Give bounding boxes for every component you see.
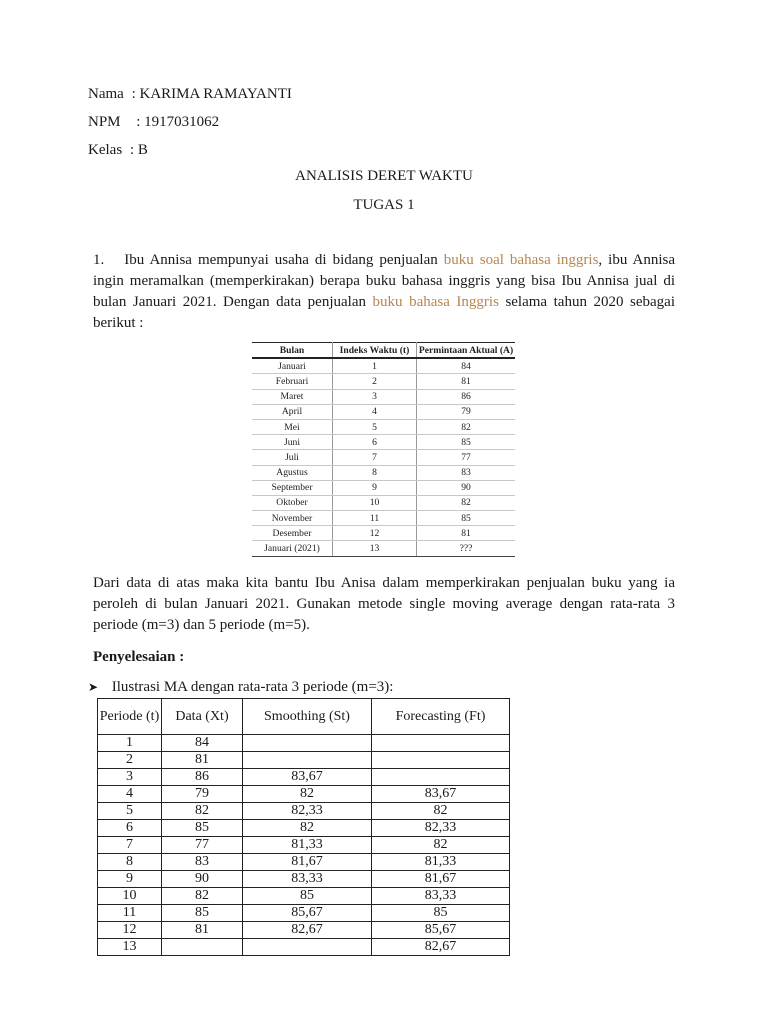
actual-demand-cell: 86 xyxy=(417,389,516,404)
data-cell: 82 xyxy=(162,803,243,820)
data-cell: 81 xyxy=(162,752,243,769)
smoothing-cell: 83,67 xyxy=(243,769,372,786)
smoothing-cell: 85 xyxy=(243,888,372,905)
period-cell: 3 xyxy=(98,769,162,786)
bullet-text: Ilustrasi MA dengan rata-rata 3 periode (m=3): xyxy=(111,679,394,695)
table-row xyxy=(98,939,510,956)
actual-demand-cell: 77 xyxy=(417,450,516,465)
period-cell: 7 xyxy=(98,837,162,854)
table-row xyxy=(252,374,515,389)
period-cell: 12 xyxy=(98,922,162,939)
class-label: Kelas xyxy=(88,142,123,158)
actual-demand-cell: ??? xyxy=(417,541,516,556)
actual-demand-cell: 82 xyxy=(417,495,516,510)
header-forecasting: Forecasting (Ft) xyxy=(372,699,510,735)
question-highlight-1: buku soal bahasa inggris xyxy=(443,252,599,268)
time-index-cell: 6 xyxy=(333,435,417,450)
document-title: ANALISIS DERET WAKTU xyxy=(295,168,473,184)
ma-table-header xyxy=(98,699,510,735)
smoothing-cell: 82 xyxy=(243,820,372,837)
bullet-line xyxy=(88,678,393,696)
forecasting-cell: 83,67 xyxy=(372,786,510,803)
smoothing-cell xyxy=(243,939,372,956)
table-row xyxy=(252,358,515,374)
month-cell: Oktober xyxy=(252,495,333,510)
table-row xyxy=(98,905,510,922)
time-index-cell: 7 xyxy=(333,450,417,465)
table-row xyxy=(98,786,510,803)
table-row xyxy=(98,922,510,939)
smoothing-cell: 83,33 xyxy=(243,871,372,888)
month-cell: Januari xyxy=(252,358,333,374)
forecasting-cell: 82 xyxy=(372,837,510,854)
data-cell: 82 xyxy=(162,888,243,905)
question-text-3: selama tahun 2020 sebagai berikut : xyxy=(93,294,675,331)
table-row xyxy=(98,854,510,871)
time-index-cell: 12 xyxy=(333,526,417,541)
data-cell: 85 xyxy=(162,905,243,922)
smoothing-cell: 82,33 xyxy=(243,803,372,820)
table-row xyxy=(252,419,515,434)
name-line xyxy=(88,85,292,103)
sales-data-table xyxy=(252,342,515,557)
header-data: Data (Xt) xyxy=(162,699,243,735)
time-index-cell: 5 xyxy=(333,419,417,434)
forecasting-cell xyxy=(372,769,510,786)
time-index-cell: 3 xyxy=(333,389,417,404)
question-number: 1. xyxy=(93,252,105,268)
month-cell: September xyxy=(252,480,333,495)
header-period: Periode (t) xyxy=(98,699,162,735)
period-cell: 5 xyxy=(98,803,162,820)
forecasting-cell: 85 xyxy=(372,905,510,922)
table-row xyxy=(252,541,515,556)
actual-demand-cell: 85 xyxy=(417,511,516,526)
period-cell: 2 xyxy=(98,752,162,769)
period-cell: 9 xyxy=(98,871,162,888)
table-row xyxy=(252,465,515,480)
header-smoothing: Smoothing (St) xyxy=(243,699,372,735)
table-row xyxy=(252,495,515,510)
month-cell: Juni xyxy=(252,435,333,450)
instruction-paragraph: Dari data di atas maka kita bantu Ibu Anisa dalam memperkirakan penjualan buku yang ia peroleh di bulan Januari 2021. Gunakan metode single moving average dengan rata-rata 3 periode (m=3) dan 5 periode (m=5). xyxy=(93,575,675,633)
data-cell: 85 xyxy=(162,820,243,837)
month-cell: April xyxy=(252,404,333,419)
month-cell: Desember xyxy=(252,526,333,541)
sales-table-header xyxy=(252,343,515,359)
table-row xyxy=(252,526,515,541)
forecasting-cell xyxy=(372,752,510,769)
actual-demand-cell: 84 xyxy=(417,358,516,374)
time-index-cell: 11 xyxy=(333,511,417,526)
forecasting-cell: 82 xyxy=(372,803,510,820)
time-index-cell: 13 xyxy=(333,541,417,556)
header-month: Bulan xyxy=(252,343,333,359)
smoothing-cell xyxy=(243,752,372,769)
table-row xyxy=(98,735,510,752)
smoothing-cell xyxy=(243,735,372,752)
data-cell: 83 xyxy=(162,854,243,871)
month-cell: Mei xyxy=(252,419,333,434)
month-cell: Agustus xyxy=(252,465,333,480)
table-row xyxy=(98,752,510,769)
table-row xyxy=(252,389,515,404)
table-row xyxy=(98,837,510,854)
period-cell: 10 xyxy=(98,888,162,905)
data-cell: 90 xyxy=(162,871,243,888)
forecasting-cell: 82,33 xyxy=(372,820,510,837)
question-text-1: Ibu Annisa mempunyai usaha di bidang penjualan xyxy=(124,252,444,268)
document-subtitle: TUGAS 1 xyxy=(353,197,415,213)
forecasting-cell: 83,33 xyxy=(372,888,510,905)
data-cell: 79 xyxy=(162,786,243,803)
actual-demand-cell: 90 xyxy=(417,480,516,495)
data-cell: 84 xyxy=(162,735,243,752)
actual-demand-cell: 79 xyxy=(417,404,516,419)
npm-line xyxy=(88,113,219,131)
actual-demand-cell: 81 xyxy=(417,374,516,389)
forecasting-cell: 81,67 xyxy=(372,871,510,888)
period-cell: 8 xyxy=(98,854,162,871)
period-cell: 13 xyxy=(98,939,162,956)
smoothing-cell: 85,67 xyxy=(243,905,372,922)
time-index-cell: 9 xyxy=(333,480,417,495)
month-cell: Januari (2021) xyxy=(252,541,333,556)
time-index-cell: 1 xyxy=(333,358,417,374)
actual-demand-cell: 82 xyxy=(417,419,516,434)
period-cell: 6 xyxy=(98,820,162,837)
table-row xyxy=(252,404,515,419)
time-index-cell: 10 xyxy=(333,495,417,510)
solution-heading: Penyelesaian : xyxy=(93,649,185,665)
header-actual-demand: Permintaan Aktual (A) xyxy=(417,343,516,359)
data-cell: 86 xyxy=(162,769,243,786)
class-line xyxy=(88,141,148,159)
actual-demand-cell: 85 xyxy=(417,435,516,450)
period-cell: 11 xyxy=(98,905,162,922)
table-row xyxy=(252,450,515,465)
period-cell: 4 xyxy=(98,786,162,803)
npm-value: : 1917031062 xyxy=(136,114,220,130)
period-cell: 1 xyxy=(98,735,162,752)
class-value: : B xyxy=(129,142,148,158)
forecasting-cell: 82,67 xyxy=(372,939,510,956)
name-label: Nama xyxy=(88,86,124,102)
table-row xyxy=(98,820,510,837)
month-cell: November xyxy=(252,511,333,526)
npm-label: NPM xyxy=(88,114,121,130)
question-highlight-2: buku bahasa Inggris xyxy=(372,294,499,310)
forecasting-cell: 81,33 xyxy=(372,854,510,871)
time-index-cell: 2 xyxy=(333,374,417,389)
actual-demand-cell: 81 xyxy=(417,526,516,541)
month-cell: Juli xyxy=(252,450,333,465)
arrowhead-bullet-icon: ➤ xyxy=(88,680,99,694)
data-cell: 81 xyxy=(162,922,243,939)
smoothing-cell: 82,67 xyxy=(243,922,372,939)
time-index-cell: 8 xyxy=(333,465,417,480)
forecasting-cell xyxy=(372,735,510,752)
name-value: : KARIMA RAMAYANTI xyxy=(131,86,292,102)
smoothing-cell: 81,33 xyxy=(243,837,372,854)
time-index-cell: 4 xyxy=(333,404,417,419)
month-cell: Februari xyxy=(252,374,333,389)
table-row xyxy=(98,769,510,786)
smoothing-cell: 82 xyxy=(243,786,372,803)
table-row xyxy=(98,888,510,905)
table-row xyxy=(98,803,510,820)
table-row xyxy=(252,435,515,450)
moving-average-table xyxy=(97,698,510,956)
data-cell xyxy=(162,939,243,956)
smoothing-cell: 81,67 xyxy=(243,854,372,871)
question-paragraph xyxy=(93,250,675,334)
data-cell: 77 xyxy=(162,837,243,854)
table-row xyxy=(252,480,515,495)
table-row xyxy=(252,511,515,526)
actual-demand-cell: 83 xyxy=(417,465,516,480)
forecasting-cell: 85,67 xyxy=(372,922,510,939)
month-cell: Maret xyxy=(252,389,333,404)
header-time-index: Indeks Waktu (t) xyxy=(333,343,417,359)
question-text-2: , ibu Annisa ingin meramalkan (memperkirakan) berapa buku bahasa inggris yang bisa Ibu Annisa jual di bulan Januari 2021. Dengan data penjualan xyxy=(93,252,676,310)
table-row xyxy=(98,871,510,888)
